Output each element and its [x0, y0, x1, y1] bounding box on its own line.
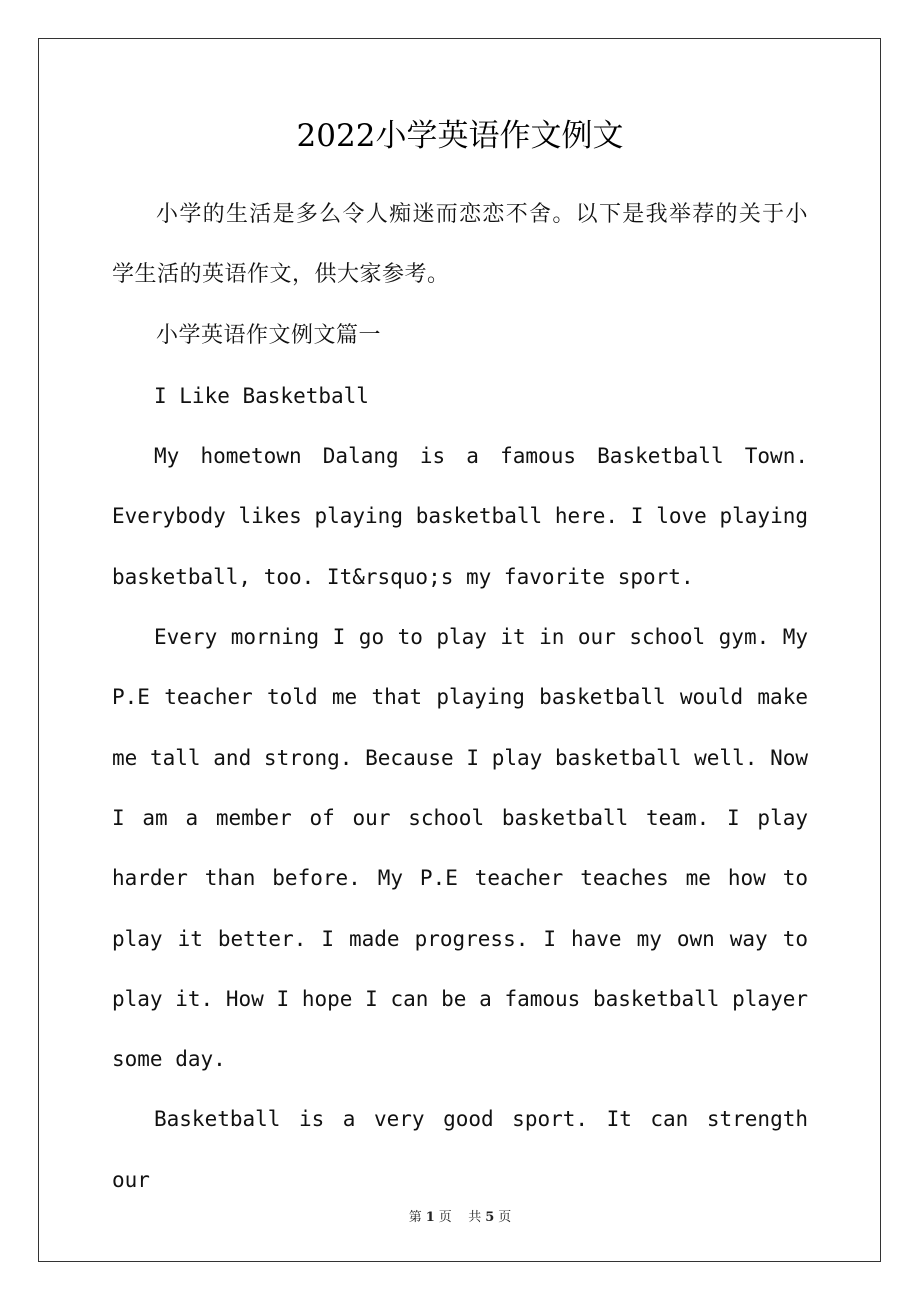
- essay-title: I Like Basketball: [154, 383, 369, 408]
- section-heading: 小学英语作文例文篇一: [156, 322, 382, 348]
- body-paragraph: My hometown Dalang is a famous Basketball Town. Everybody likes playing basketball here. I love playing basketball, too. It&rsquo;s my favorite sport.: [112, 444, 808, 589]
- footer-page-unit: 页: [438, 1210, 452, 1225]
- footer-total-pages: 5: [485, 1210, 495, 1225]
- body-paragraph: Every morning I go to play it in our school gym. My P.E teacher told me that playing basketball would make me tall and strong. Because I play basketball well. Now I am a member of our school basketball team. I play harder than before. My P.E teacher teaches me how to play it better. I made progress. I have my own way to play it. How I hope I can be a famous basketball player some day.: [112, 625, 808, 1072]
- intro-paragraph: 小学的生活是多么令人痴迷而恋恋不舍。以下是我举荐的关于小学生活的英语作文，供大家参考。: [112, 202, 808, 288]
- footer-page-prefix: 第: [408, 1210, 422, 1225]
- footer-total-prefix: 共: [468, 1210, 482, 1225]
- footer-current-page: 1: [425, 1210, 435, 1225]
- body-paragraph: Basketball is a very good sport. It can strength our: [112, 1107, 808, 1192]
- document-body: [112, 185, 808, 1210]
- document-title: 2022小学英语作文例文: [296, 118, 624, 154]
- page-footer: [0, 1206, 920, 1225]
- footer-total-unit: 页: [498, 1210, 512, 1225]
